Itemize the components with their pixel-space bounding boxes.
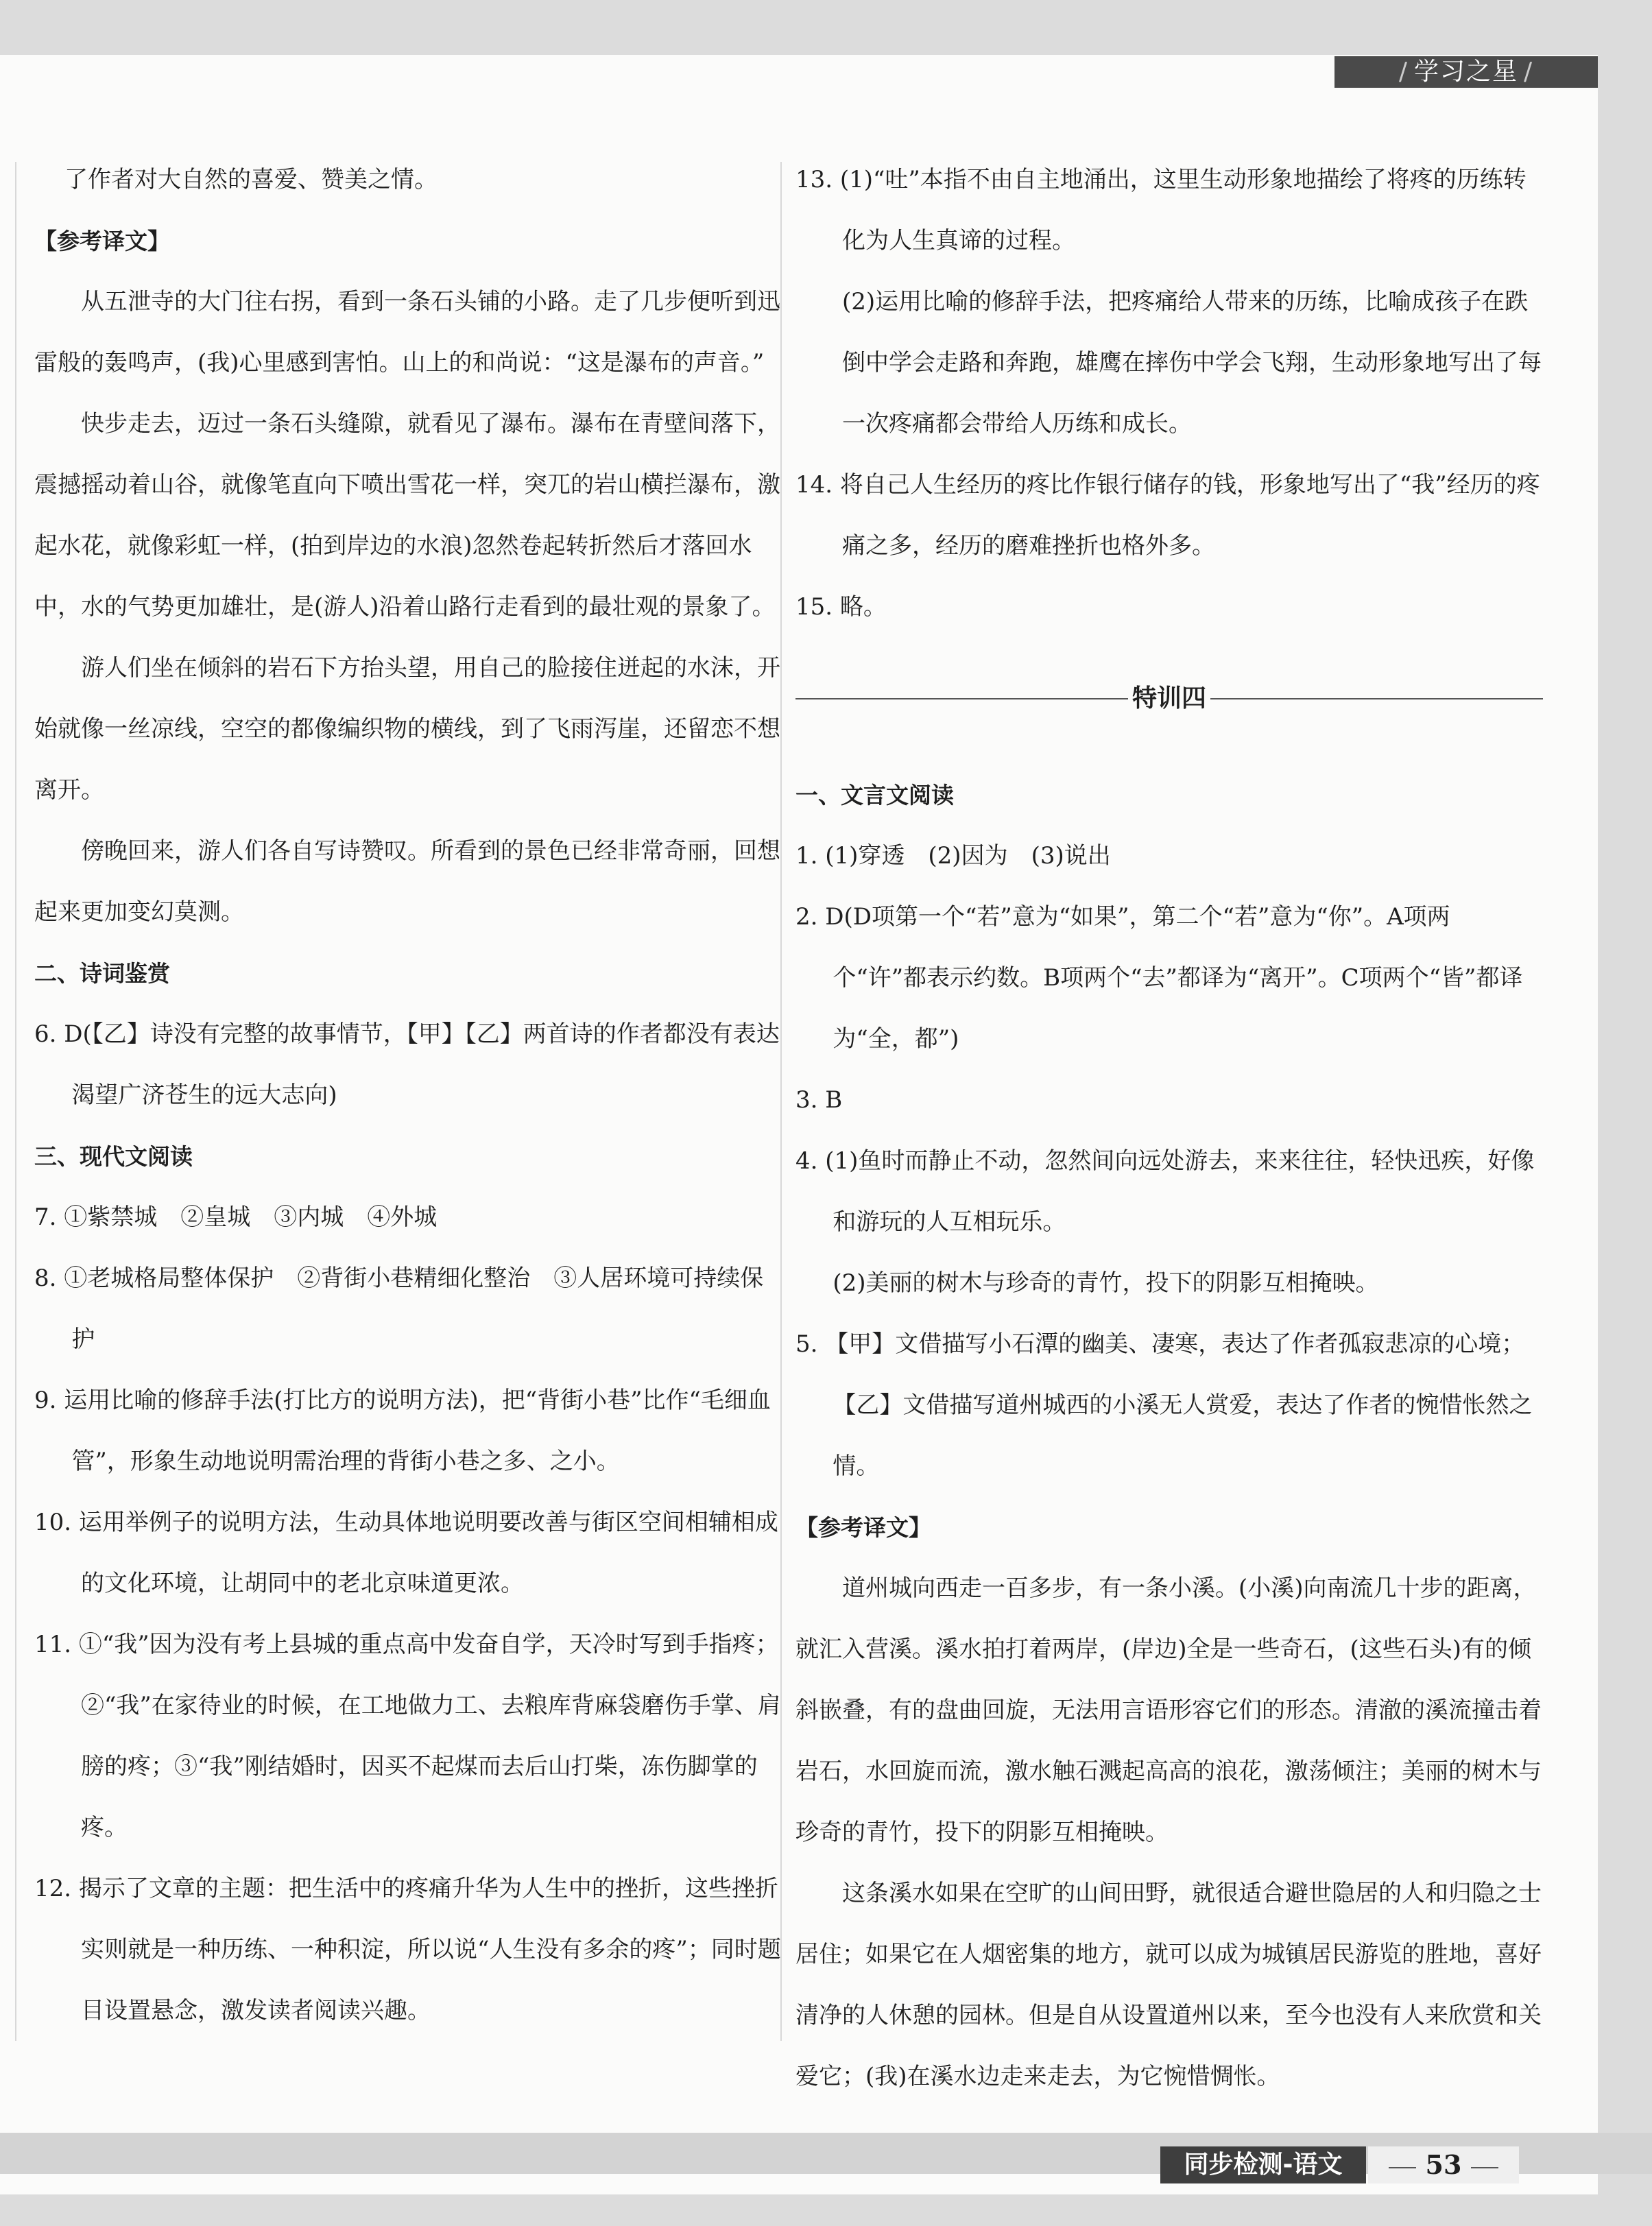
answer-item: 3. B — [795, 1086, 843, 1114]
text-line: 了作者对大自然的喜爱、赞美之情。 — [64, 166, 438, 193]
answer-item: 12. 揭示了文章的主题：把生活中的疼痛升华为人生中的挫折，这些挫折实则就是一种历练、一种积淀，所以说“人生没有多余的疼”；同时题目设置悬念，激发读者阅读兴趣。 — [34, 1875, 781, 2024]
answer-item: 6. D(【乙】诗没有完整的故事情节，【甲】【乙】两首诗的作者都没有表达渴望广济苍生的远大志向) — [34, 1020, 780, 1109]
paragraph: 快步走去，迈过一条石头缝隙，就看见了瀑布。瀑布在青壁间落下，震撼摇动着山谷，就像笔直向下喷出雪花一样，突兀的岩山横拦瀑布，激起水花，就像彩虹一样，(拍到岸边的水浪)忽然卷起转折然后才落回水中，水的气势更加雄壮，是(游人)沿着山路行走看到的最壮观的景象了。 — [34, 410, 780, 621]
paragraph: 这条溪水如果在空旷的山间田野，就很适合避世隐居的人和归隐之士居住；如果它在人烟密集的地方，就可以成为城镇居民游览的胜地，喜好清净的人休憩的园林。但是自从设置道州以来，至今也没有人来欣赏和关爱它；(我)在溪水边走来走去，为它惋惜惆怅。 — [795, 1880, 1542, 2090]
section-title — [795, 668, 1543, 729]
section-heading: 【参考译文】 — [34, 228, 170, 254]
book-label: 同步检测-语文 — [1160, 2146, 1366, 2183]
answer-item: 15. 略。 — [795, 593, 887, 621]
dash-left — [1389, 2167, 1416, 2168]
paragraph: 傍晚回来，游人们各自写诗赞叹。所看到的景色已经非常奇丽，回想起来更加变幻莫测。 — [34, 837, 780, 926]
answer-subitem: (2)运用比喻的修辞手法，把疼痛给人带来的历练，比喻成孩子在跌倒中学会走路和奔跑，雄鹰在摔伤中学会飞翔，生动形象地写出了每一次疼痛都会带给人历练和成长。 — [842, 288, 1542, 438]
answer-item: 11. ①“我”因为没有考上县城的重点高中发奋自学，天冷时写到手指疼；②“我”在家待业的时候，在工地做力工、去粮库背麻袋磨伤手掌、肩膀的疼；③“我”刚结婚时，因买不起煤而去后山打柴，冻伤脚掌的疼。 — [34, 1631, 781, 1841]
section-heading: 三、现代文阅读 — [34, 1143, 193, 1170]
answer-item: 10. 运用举例子的说明方法，生动具体地说明要改善与街区空间相辅相成的文化环境，让胡同中的老北京味道更浓。 — [34, 1509, 778, 1597]
answer-item: 8. ①老城格局整体保护 ②背街小巷精细化整治 ③人居环境可持续保护 — [34, 1265, 764, 1353]
paragraph: 道州城向西走一百多步，有一条小溪。(小溪)向南流几十步的距离，就汇入营溪。溪水拍打着两岸，(岸边)全是一些奇石，(这些石头)有的倾斜嵌叠，有的盘曲回旋，无法用言语形容它们的形态。清澈的溪流撞击着岩石，水回旋而流，激水触石溅起高高的浪花，激荡倾注；美丽的树木与珍奇的青竹，投下的阴影互相掩映。 — [795, 1575, 1542, 1846]
answer-item: 5. 【甲】文借描写小石潭的幽美、凄寒，表达了作者孤寂悲凉的心境；【乙】文借描写道州城西的小溪无人赏爱，表达了作者的惋惜怅然之情。 — [795, 1330, 1533, 1480]
answer-item: 13. (1)“吐”本指不由自主地涌出，这里生动形象地描绘了将疼的历练转化为人生真谛的过程。 — [795, 166, 1527, 254]
title-rule-left — [795, 698, 1128, 699]
paragraph: 游人们坐在倾斜的岩石下方抬头望，用自己的脸接住迸起的水沫，开始就像一丝凉线，空空的都像编织物的横线，到了飞雨泻崖，还留恋不想离开。 — [34, 654, 780, 804]
section-title-text: 特训四 — [1132, 684, 1207, 713]
answer-item: 14. 将自己人生经历的疼比作银行储存的钱，形象地写出了“我”经历的疼痛之多，经历的磨难挫折也格外多。 — [795, 471, 1540, 560]
title-rule-right — [1210, 698, 1543, 699]
answer-item: 4. (1)鱼时而静止不动，忽然间向远处游去，来来往往，轻快迅疾，好像和游玩的人互相玩乐。 — [795, 1147, 1535, 1236]
section-heading: 【参考译文】 — [795, 1514, 931, 1541]
section-heading: 一、文言文阅读 — [795, 782, 954, 809]
section-heading: 二、诗词鉴赏 — [34, 960, 170, 987]
page-number-box — [1368, 2146, 1519, 2183]
right-column — [795, 149, 1543, 2107]
series-tag-text: 学习之星 — [1413, 58, 1518, 86]
answer-subitem: (2)美丽的树木与珍奇的青竹，投下的阴影互相掩映。 — [833, 1269, 1379, 1297]
paragraph: 从五泄寺的大门往右拐，看到一条石头铺的小路。走了几步便听到迅雷般的轰鸣声，(我)心里感到害怕。山上的和尚说：“这是瀑布的声音。” — [34, 288, 780, 376]
answer-item: 2. D(D项第一个“若”意为“如果”，第二个“若”意为“你”。A项两个“许”都表示约数。B项两个“去”都译为“离开”。C项两个“皆”都译为“全，都”) — [795, 903, 1523, 1053]
answer-item: 1. (1)穿透 (2)因为 (3)说出 — [795, 842, 1111, 870]
series-tag: / 学习之星 / — [1334, 56, 1598, 88]
answer-item: 9. 运用比喻的修辞手法(打比方的说明方法)，把“背街小巷”比作“毛细血管”，形象生动地说明需治理的背街小巷之多、之小。 — [34, 1387, 771, 1475]
dash-right — [1471, 2167, 1498, 2168]
page-number: 53 — [1425, 2149, 1462, 2180]
answer-item: 7. ①紫禁城 ②皇城 ③内城 ④外城 — [34, 1204, 438, 1231]
column-rule-left — [15, 162, 16, 2041]
left-column — [34, 149, 782, 2042]
